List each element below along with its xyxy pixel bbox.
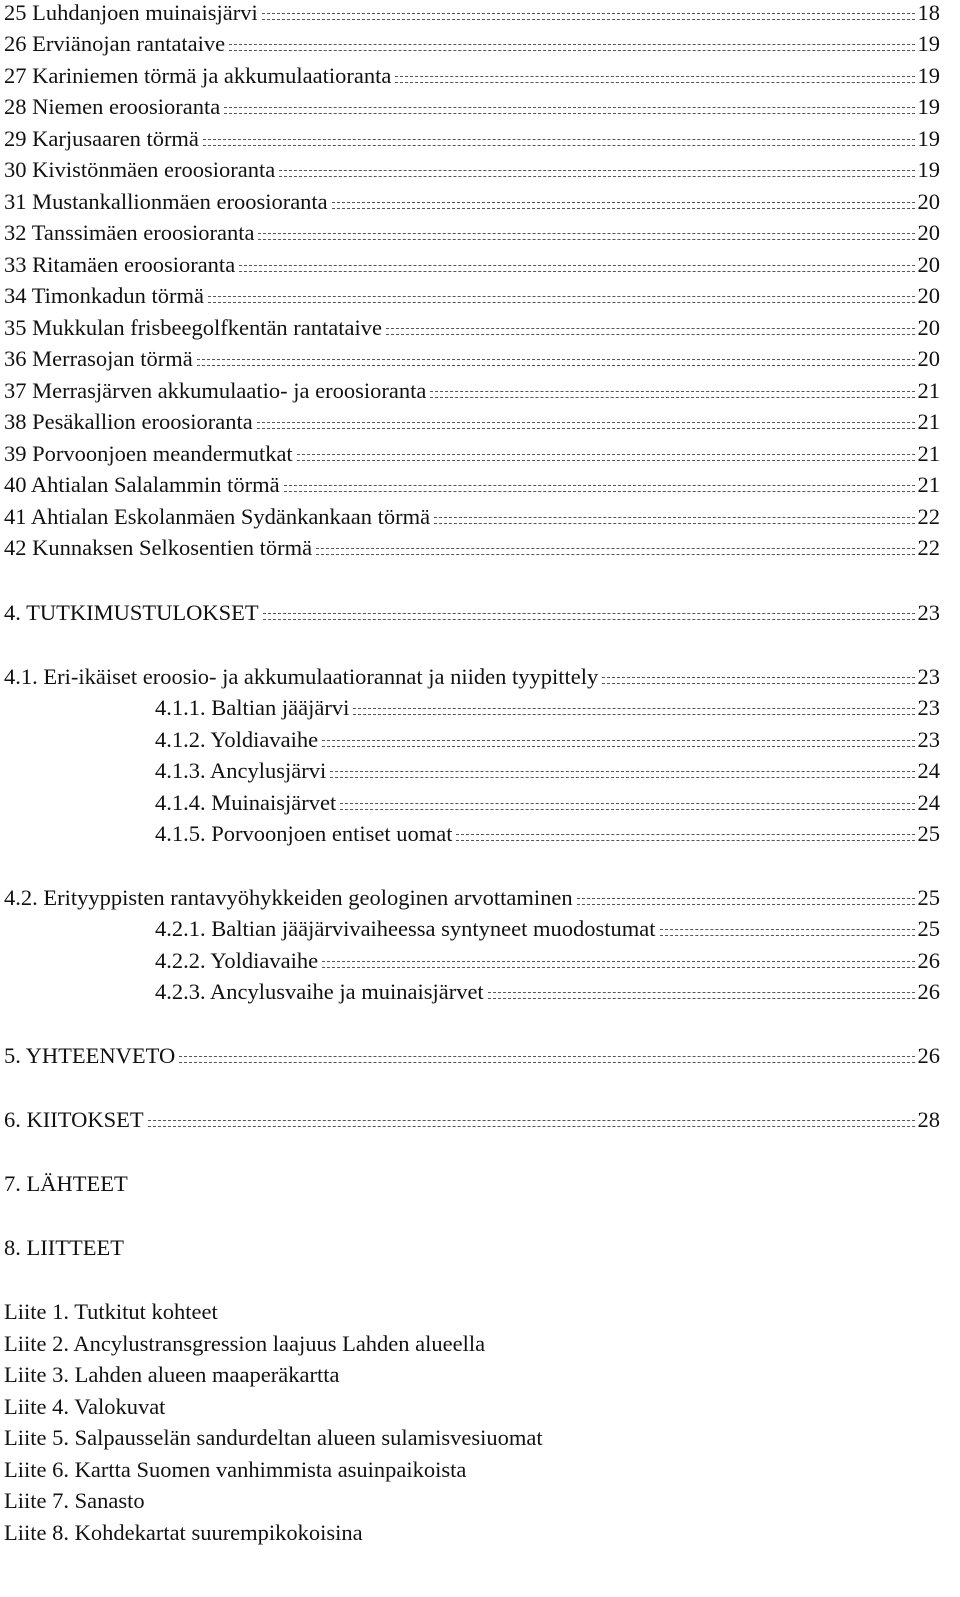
toc-entry-title: 40 Ahtialan Salalammin törmä: [4, 472, 280, 497]
toc-entry: [4, 247, 940, 279]
dot-leader: [179, 1056, 914, 1063]
toc-entry-title: 34 Timonkadun törmä: [4, 283, 205, 308]
dot-leader: [332, 202, 915, 209]
dot-leader: [263, 613, 915, 620]
toc-entry-title: 39 Porvoonjoen meandermutkat: [4, 441, 293, 466]
toc-entry-page: 24: [917, 758, 940, 783]
toc-entry: [4, 341, 940, 373]
toc-entry-page: 19: [917, 94, 940, 119]
toc-entry-page: 19: [917, 157, 940, 182]
toc-entry-title: 4.1.1. Baltian jääjärvi: [155, 695, 350, 720]
toc-chapter: [4, 1102, 940, 1134]
dot-leader: [340, 803, 914, 810]
toc-entry-page: 20: [917, 252, 940, 277]
dot-leader: [148, 1120, 915, 1127]
toc-entry-page: 19: [917, 126, 940, 151]
toc-entry-title: 38 Pesäkallion eroosioranta: [4, 409, 253, 434]
toc-entry-page: 19: [917, 63, 940, 88]
dot-leader: [330, 771, 914, 778]
toc-entry: [4, 26, 940, 58]
dot-leader: [660, 929, 915, 936]
dot-leader: [316, 548, 914, 555]
toc-entry-title: 4.1.2. Yoldiavaihe: [155, 727, 319, 752]
toc-entry-page: 19: [917, 31, 940, 56]
toc-entry-title: 4.1.3. Ancylusjärvi: [155, 758, 327, 783]
toc-entry-title: 4. TUTKIMUSTULOKSET: [4, 600, 259, 625]
toc-entry-page: 21: [917, 378, 940, 403]
dot-leader: [257, 422, 915, 429]
toc-entry: [4, 121, 940, 153]
toc-chapter: [4, 1038, 940, 1070]
toc-entry-page: 25: [917, 885, 940, 910]
toc-subsection: [155, 943, 940, 975]
appendix-item: Liite 5. Salpausselän sandurdeltan alueen sulamisvesiuomat: [4, 1425, 543, 1450]
toc-entry-title: 33 Ritamäen eroosioranta: [4, 252, 236, 277]
toc-entry-page: 26: [917, 1043, 940, 1068]
toc-entry: [4, 436, 940, 468]
toc-entry-page: 20: [917, 283, 940, 308]
toc-entry-title: 4.1.5. Porvoonjoen entiset uomat: [155, 821, 453, 846]
toc-entry-title: 26 Erviänojan rantataive: [4, 31, 226, 56]
toc-subsection: [155, 753, 940, 785]
toc-entry: [4, 184, 940, 216]
dot-leader: [197, 359, 915, 366]
appendix-item: Liite 8. Kohdekartat suurempikokoisina: [4, 1520, 363, 1545]
toc-entry: [4, 89, 940, 121]
toc-entry-page: 22: [917, 504, 940, 529]
toc-entry: [4, 530, 940, 562]
toc-chapter-references: 7. LÄHTEET: [4, 1171, 128, 1196]
toc-entry-page: 26: [917, 979, 940, 1004]
toc-section: [4, 659, 940, 691]
toc-entry-page: 23: [917, 600, 940, 625]
toc-entry-title: 4.2.2. Yoldiavaihe: [155, 948, 319, 973]
toc-subsection: [155, 816, 940, 848]
toc-entry-page: 20: [917, 346, 940, 371]
toc-entry-title: 6. KIITOKSET: [4, 1107, 144, 1132]
appendix-item: Liite 3. Lahden alueen maaperäkartta: [4, 1362, 340, 1387]
toc-entry: [4, 373, 940, 405]
toc-entry-title: 42 Kunnaksen Selkosentien törmä: [4, 535, 313, 560]
dot-leader: [434, 517, 914, 524]
toc-entry-page: 23: [917, 695, 940, 720]
toc-section: [4, 880, 940, 912]
toc-entry-page: 18: [917, 0, 940, 25]
dot-leader: [284, 485, 915, 492]
dot-leader: [353, 708, 914, 715]
toc-entry: [4, 404, 940, 436]
toc-entry-page: 21: [917, 409, 940, 434]
toc-entry-page: 20: [917, 189, 940, 214]
dot-leader: [239, 265, 914, 272]
toc-subsection: [155, 722, 940, 754]
toc-entry: [4, 0, 940, 27]
toc-entry-title: 5. YHTEENVETO: [4, 1043, 176, 1068]
appendix-item: Liite 4. Valokuvat: [4, 1394, 166, 1419]
dot-leader: [430, 391, 914, 398]
appendix-item: Liite 6. Kartta Suomen vanhimmista asuinpaikoista: [4, 1457, 467, 1482]
toc-entry: [4, 215, 940, 247]
toc-chapter-appendices: 8. LIITTEET: [4, 1235, 124, 1260]
toc-entry: [4, 278, 940, 310]
toc-chapter: [4, 595, 940, 627]
toc-entry-page: 20: [917, 220, 940, 245]
toc-entry-page: 26: [917, 948, 940, 973]
dot-leader: [262, 13, 915, 20]
toc-subsection: [155, 785, 940, 817]
toc-entry-title: 4.2. Erityyppisten rantavyöhykkeiden geologinen arvottaminen: [4, 885, 573, 910]
dot-leader: [322, 740, 914, 747]
dot-leader: [488, 992, 915, 999]
dot-leader: [208, 296, 914, 303]
toc-entry-page: 25: [917, 916, 940, 941]
dot-leader: [224, 107, 914, 114]
toc-entry-title: 4.1.4. Muinaisjärvet: [155, 790, 337, 815]
toc-entry-title: 37 Merrasjärven akkumulaatio- ja eroosioranta: [4, 378, 427, 403]
toc-entry-title: 4.2.3. Ancylusvaihe ja muinaisjärvet: [155, 979, 484, 1004]
toc-entry-title: 36 Merrasojan törmä: [4, 346, 193, 371]
toc-entry-title: 27 Kariniemen törmä ja akkumulaatioranta: [4, 63, 392, 88]
toc-entry: [4, 499, 940, 531]
dot-leader: [297, 454, 915, 461]
toc-entry-title: 30 Kivistönmäen eroosioranta: [4, 157, 276, 182]
dot-leader: [386, 328, 915, 335]
dot-leader: [395, 76, 914, 83]
dot-leader: [602, 677, 914, 684]
toc-entry-page: 20: [917, 315, 940, 340]
toc-entry-title: 4.1. Eri-ikäiset eroosio- ja akkumulaatiorannat ja niiden tyypittely: [4, 664, 599, 689]
dot-leader: [322, 961, 914, 968]
toc-entry-title: 32 Tanssimäen eroosioranta: [4, 220, 255, 245]
toc-entry: [4, 310, 940, 342]
toc-subsection: [155, 690, 940, 722]
toc-entry-page: 24: [917, 790, 940, 815]
toc-entry-page: 21: [917, 441, 940, 466]
appendix-item: Liite 1. Tutkitut kohteet: [4, 1299, 218, 1324]
dot-leader: [456, 834, 914, 841]
toc-entry-title: 41 Ahtialan Eskolanmäen Sydänkankaan törmä: [4, 504, 431, 529]
toc-entry: [4, 467, 940, 499]
dot-leader: [279, 170, 914, 177]
toc-entry-page: 21: [917, 472, 940, 497]
toc-entry-title: 28 Niemen eroosioranta: [4, 94, 221, 119]
toc-entry-page: 23: [917, 727, 940, 752]
toc-entry: [4, 152, 940, 184]
toc-entry-title: 25 Luhdanjoen muinaisjärvi: [4, 0, 258, 25]
toc-entry-title: 4.2.1. Baltian jääjärvivaiheessa syntyneet muodostumat: [155, 916, 656, 941]
dot-leader: [258, 233, 914, 240]
toc-subsection: [155, 911, 940, 943]
toc-entry-page: 22: [917, 535, 940, 560]
toc-subsection: [155, 974, 940, 1006]
dot-leader: [229, 44, 914, 51]
toc-entry-title: 31 Mustankallionmäen eroosioranta: [4, 189, 328, 214]
dot-leader: [577, 898, 915, 905]
toc-entry-page: 23: [917, 664, 940, 689]
toc-entry-page: 28: [917, 1107, 940, 1132]
toc-entry-title: 29 Karjusaaren törmä: [4, 126, 199, 151]
toc-entry-title: 35 Mukkulan frisbeegolfkentän rantataive: [4, 315, 382, 340]
appendix-item: Liite 7. Sanasto: [4, 1488, 145, 1513]
toc-entry-page: 25: [917, 821, 940, 846]
dot-leader: [203, 139, 915, 146]
toc-entry: [4, 58, 940, 90]
appendix-item: Liite 2. Ancylustransgression laajuus Lahden alueella: [4, 1331, 486, 1356]
